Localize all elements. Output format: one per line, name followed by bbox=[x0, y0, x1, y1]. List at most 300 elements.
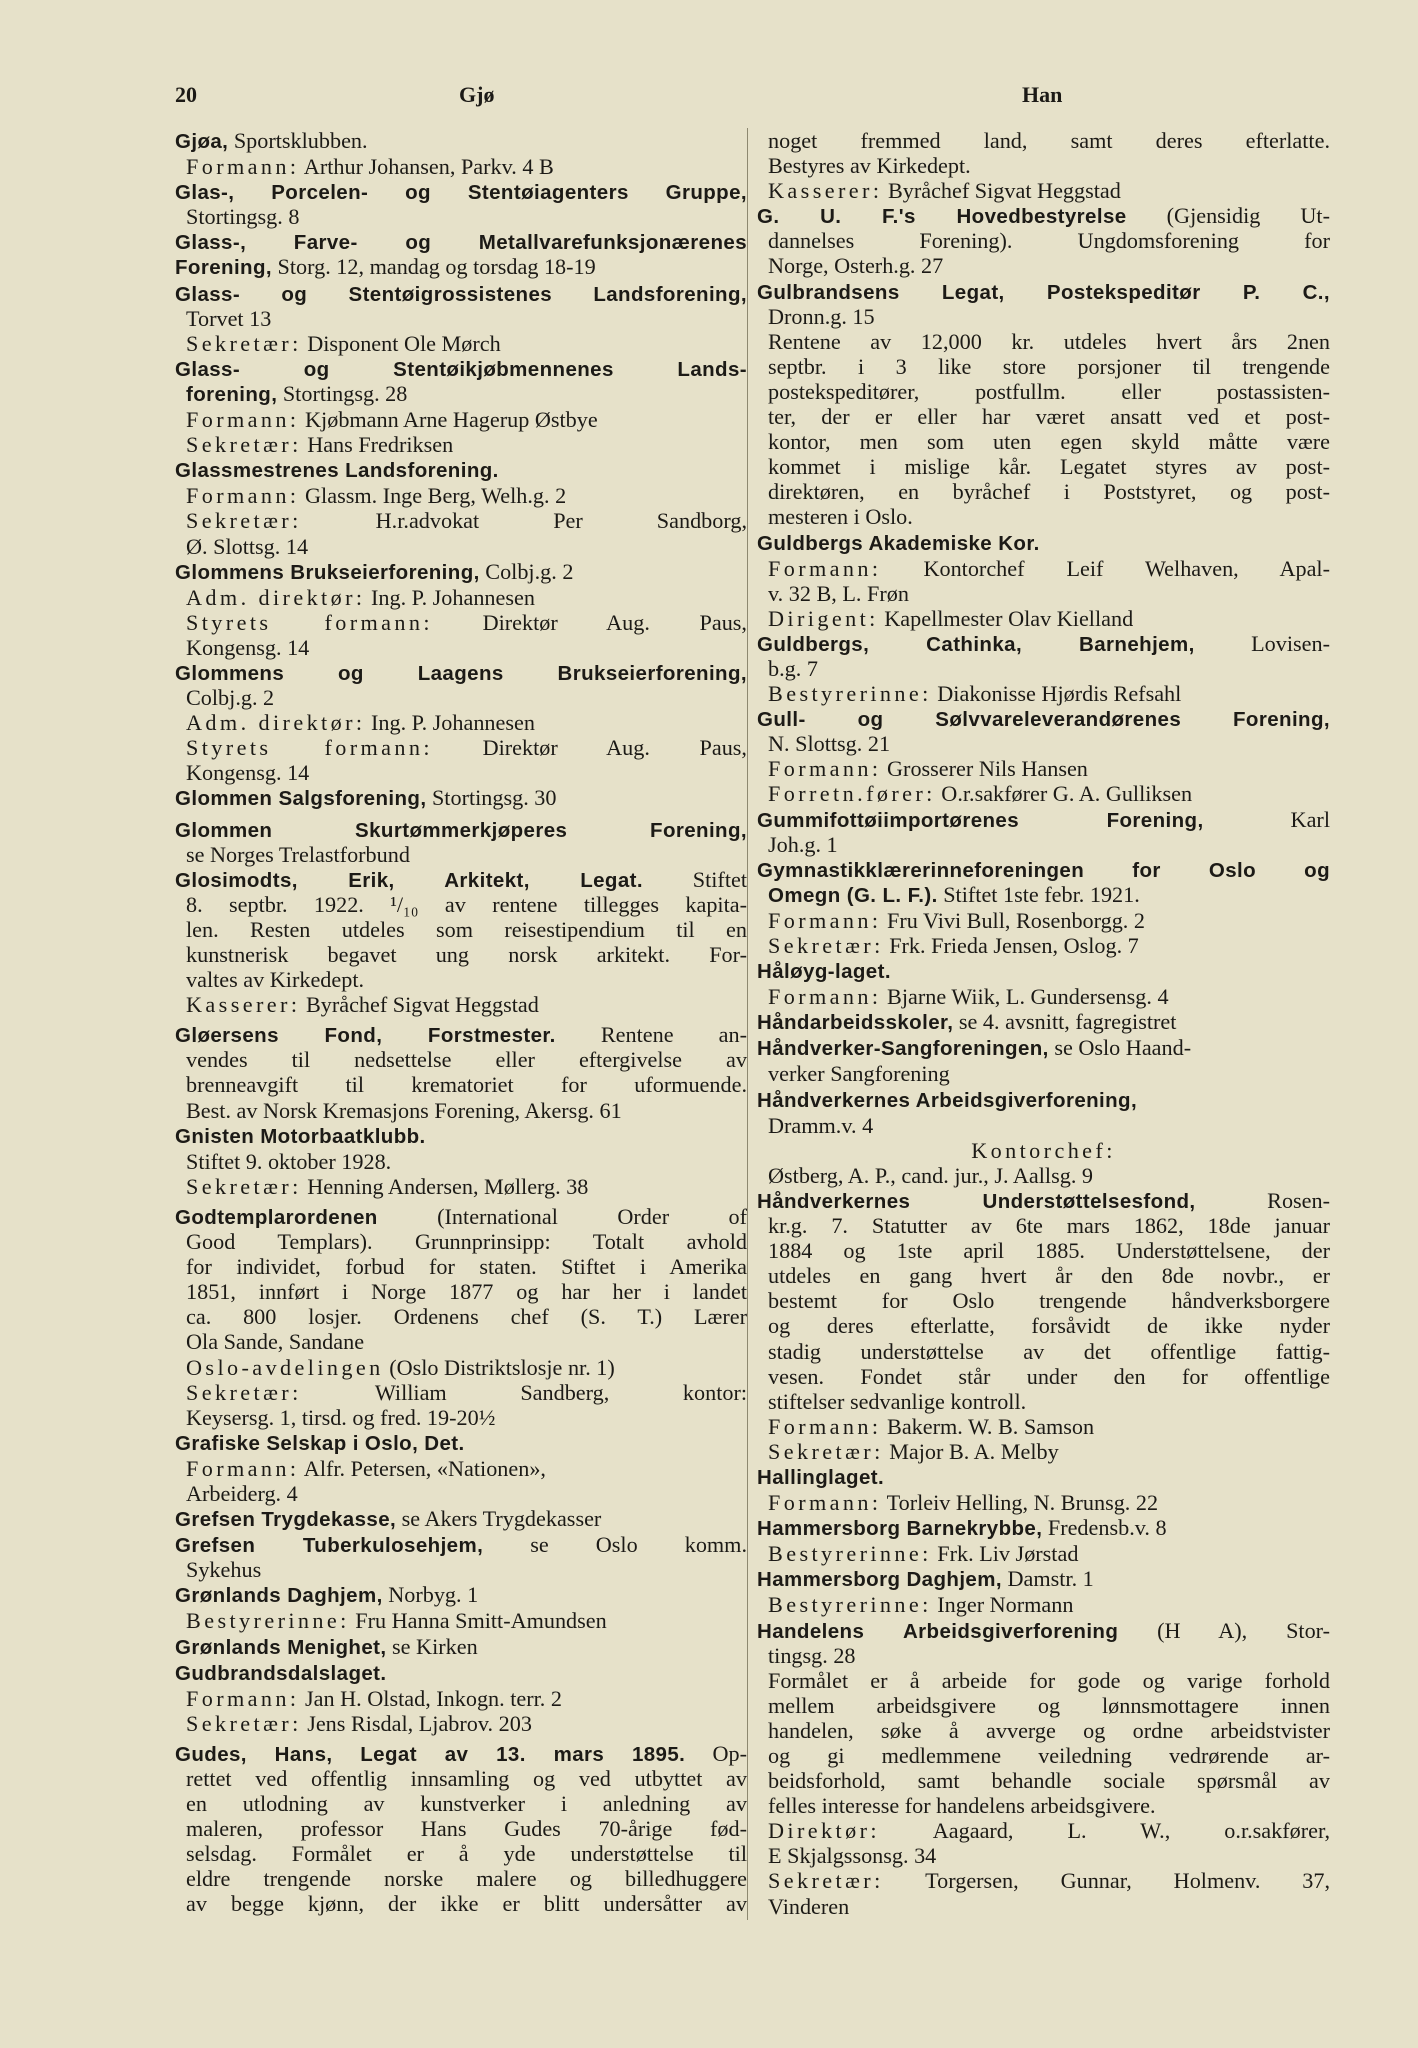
entry-text: Stortingsg. 28 bbox=[277, 380, 408, 406]
entry-text: Glassm. Inge Berg, Welh.g. 2 bbox=[299, 483, 567, 509]
entry-line bbox=[175, 381, 747, 407]
entry-text: Jens Risdal, Ljabrov. 203 bbox=[301, 1710, 532, 1736]
entry-line bbox=[175, 1355, 747, 1380]
entry-text: Formålet er å arbeide for gode og varige forhold bbox=[768, 1667, 1330, 1693]
entry-text: Stortingsg. 8 bbox=[186, 204, 300, 230]
entry-text: verker Sangforening bbox=[768, 1061, 950, 1087]
entry-line bbox=[757, 681, 1330, 706]
entry-line bbox=[175, 1022, 747, 1047]
entry-line bbox=[757, 1163, 1330, 1188]
entry-text: Storg. 12, mandag og torsdag 18-19 bbox=[271, 254, 596, 280]
entry-line bbox=[757, 832, 1330, 857]
entry-text: se 4. avsnitt, fagregistret bbox=[953, 1009, 1177, 1035]
entry-line bbox=[175, 1456, 747, 1481]
directory-entry bbox=[175, 1634, 747, 1660]
entry-text: mellem arbeidsgivere og lønnsmottagere innen bbox=[768, 1692, 1330, 1718]
entry-heading: Grafiske Selskap i Oslo, Det. bbox=[175, 1431, 465, 1455]
role-label: Formann: bbox=[768, 756, 882, 782]
role-label: Formann: bbox=[768, 984, 882, 1010]
entry-text: septbr. i 3 like store porsjoner til trengende bbox=[768, 353, 1330, 379]
entry-line bbox=[757, 1389, 1330, 1414]
directory-entry bbox=[757, 1035, 1330, 1086]
role-label: Oslo-avdelingen bbox=[186, 1354, 384, 1380]
directory-entry bbox=[175, 1022, 747, 1122]
entry-heading: forening, bbox=[186, 382, 278, 406]
entry-line bbox=[175, 1686, 747, 1711]
entry-text: Fru Vivi Bull, Rosenborgg. 2 bbox=[881, 907, 1145, 933]
entry-text: Fru Hanna Smitt-Amundsen bbox=[349, 1608, 607, 1634]
entry-line bbox=[757, 807, 1330, 832]
entry-line bbox=[175, 842, 747, 867]
entry-line bbox=[175, 1741, 747, 1766]
entry-text: Kontorchef Leif Welhaven, Apal- bbox=[881, 555, 1330, 581]
role-label: Formann: bbox=[768, 1490, 882, 1516]
entry-line bbox=[175, 992, 747, 1017]
entry-line bbox=[757, 1668, 1330, 1693]
entry-text: av begge kjønn, der ikke er blitt undersåtter av bbox=[186, 1891, 747, 1917]
entry-line bbox=[757, 1515, 1330, 1541]
entry-line bbox=[757, 1768, 1330, 1793]
entry-heading: Håløyg-laget. bbox=[757, 960, 891, 984]
role-label: Forretn.fører: bbox=[768, 781, 936, 807]
entry-text: Stiftet 1ste febr. 1921. bbox=[937, 881, 1140, 907]
entry-text: Fredensb.v. 8 bbox=[1042, 1515, 1167, 1541]
entry-line bbox=[175, 610, 747, 635]
entry-line bbox=[175, 1866, 747, 1891]
directory-entry bbox=[757, 128, 1330, 203]
entry-line bbox=[757, 1188, 1330, 1213]
entry-heading: Glassmestrenes Landsforening. bbox=[175, 459, 499, 483]
entry-line bbox=[757, 908, 1330, 933]
entry-text: William Sandberg, kontor: bbox=[301, 1379, 747, 1405]
entry-text: Frk. Liv Jørstad bbox=[931, 1541, 1079, 1567]
entry-line bbox=[175, 1430, 747, 1456]
entry-line bbox=[757, 379, 1330, 404]
entry-line bbox=[175, 457, 747, 483]
entry-text: Torgersen, Gunnar, Holmenv. 37, bbox=[883, 1868, 1330, 1894]
entry-text: handelen, søke å avverge og ordne arbeidstvister bbox=[768, 1717, 1330, 1743]
entry-line bbox=[175, 1791, 747, 1816]
entry-line bbox=[757, 1263, 1330, 1288]
entry-line bbox=[175, 585, 747, 610]
entry-line bbox=[175, 154, 747, 179]
entry-text: se Akers Trygdekasser bbox=[396, 1506, 602, 1532]
entry-heading: Grefsen Trygdekasse, bbox=[175, 1508, 397, 1532]
entry-line bbox=[175, 1841, 747, 1866]
entry-line bbox=[175, 508, 747, 533]
entry-heading: Gummifottøiimportørenes Forening, bbox=[757, 808, 1204, 832]
entry-line bbox=[757, 279, 1330, 304]
entry-text: Ola Sande, Sandane bbox=[186, 1329, 365, 1355]
entry-text: Sportsklubben. bbox=[228, 128, 368, 153]
entry-text: direktøren, en byråchef i Poststyret, og post- bbox=[768, 479, 1330, 505]
directory-entry bbox=[175, 1506, 747, 1532]
entry-line bbox=[175, 1329, 747, 1354]
entry-line bbox=[175, 1072, 747, 1097]
entry-heading: Gudes, Hans, Legat av 13. mars 1895. bbox=[175, 1742, 686, 1766]
role-label: Dirigent: bbox=[768, 605, 879, 631]
entry-text: H.r.advokat Per Sandborg, bbox=[301, 508, 747, 534]
entry-heading: Hammersborg Daghjem, bbox=[757, 1568, 1002, 1592]
entry-text: kunstnerisk begavet ung norsk arkitekt. For- bbox=[186, 942, 747, 967]
entry-line bbox=[757, 631, 1330, 656]
role-label: Sekretær: bbox=[186, 1710, 302, 1736]
entry-line bbox=[757, 656, 1330, 681]
entry-text: N. Slottsg. 21 bbox=[768, 731, 891, 757]
directory-entry bbox=[175, 660, 747, 785]
entry-heading: Glass- og Stentøikjøbmennenes Lands- bbox=[175, 357, 747, 381]
entry-line bbox=[757, 429, 1330, 454]
entry-text: Østberg, A. P., cand. jur., J. Aallsg. 9 bbox=[768, 1162, 1094, 1188]
entry-line bbox=[757, 203, 1330, 228]
entry-line bbox=[757, 228, 1330, 253]
entry-line bbox=[175, 1711, 747, 1736]
entry-text: Bjarne Wiik, L. Gundersensg. 4 bbox=[881, 984, 1169, 1010]
entry-line bbox=[175, 1891, 747, 1916]
entry-text: Op- bbox=[685, 1740, 747, 1766]
entry-line bbox=[175, 685, 747, 710]
directory-entry bbox=[757, 1618, 1330, 1919]
directory-entry bbox=[175, 1660, 747, 1736]
entry-heading: Grønlands Menighet, bbox=[175, 1635, 387, 1659]
entry-line bbox=[757, 253, 1330, 278]
entry-line bbox=[175, 1047, 747, 1072]
entry-line bbox=[175, 1532, 747, 1557]
entry-line bbox=[175, 1204, 747, 1229]
entry-text: (Gjensidig Ut- bbox=[1126, 203, 1330, 229]
entry-heading: Håndverker-Sangforeningen, bbox=[757, 1037, 1049, 1061]
directory-entry bbox=[757, 1009, 1330, 1035]
entry-text: v. 32 B, L. Frøn bbox=[768, 580, 909, 606]
entry-line bbox=[757, 1061, 1330, 1086]
entry-line bbox=[757, 1743, 1330, 1768]
entry-line bbox=[175, 229, 747, 254]
entry-heading: Glas-, Porcelen- og Stentøiagenters Gruppe, bbox=[175, 181, 747, 205]
role-label: Formann: bbox=[186, 407, 300, 433]
directory-entry bbox=[757, 1515, 1330, 1566]
entry-line bbox=[757, 504, 1330, 529]
entry-line bbox=[757, 958, 1330, 984]
entry-line bbox=[757, 1238, 1330, 1263]
entry-heading: Grefsen Tuberkulosehjem, bbox=[175, 1534, 484, 1558]
entry-line bbox=[757, 1490, 1330, 1515]
directory-entry bbox=[175, 281, 747, 356]
entry-line bbox=[175, 254, 747, 280]
role-label: Bestyrerinne: bbox=[768, 1592, 932, 1618]
entry-heading: Glommens Brukseierforening, bbox=[175, 560, 480, 584]
entry-line bbox=[175, 1405, 747, 1430]
entry-line bbox=[175, 1506, 747, 1532]
entry-text: (H A), Stor- bbox=[1118, 1617, 1330, 1643]
entry-line bbox=[757, 1818, 1330, 1843]
entry-text: E Skjalgssonsg. 34 bbox=[768, 1843, 937, 1869]
role-label: Formann: bbox=[768, 907, 882, 933]
entry-text: Bakerm. W. B. Samson bbox=[881, 1413, 1095, 1439]
entry-text: kr.g. 7. Statutter av 6te mars 1862, 18de januar bbox=[768, 1213, 1330, 1239]
entry-heading: Hammersborg Barnekrybbe, bbox=[757, 1517, 1043, 1541]
entry-line bbox=[757, 404, 1330, 429]
entry-line bbox=[175, 1174, 747, 1199]
entry-line bbox=[757, 530, 1330, 556]
entry-line bbox=[757, 1113, 1330, 1138]
entry-line bbox=[757, 1693, 1330, 1718]
entry-line bbox=[757, 1793, 1330, 1818]
entry-line bbox=[757, 1618, 1330, 1643]
role-label: Sekretær: bbox=[186, 1379, 302, 1405]
entry-line bbox=[175, 635, 747, 660]
entry-line bbox=[175, 204, 747, 229]
entry-text: Ing. P. Johannesen bbox=[365, 710, 535, 736]
entry-line bbox=[757, 1541, 1330, 1566]
role-label: Sekretær: bbox=[186, 432, 302, 458]
entry-text: Norge, Osterh.g. 27 bbox=[768, 253, 944, 279]
role-label: Sekretær: bbox=[768, 1438, 884, 1464]
entry-heading: Håndverkernes Understøttelsesfond, bbox=[757, 1189, 1196, 1213]
entry-line bbox=[757, 606, 1330, 631]
entry-heading: Handelens Arbeidsgiverforening bbox=[757, 1619, 1119, 1643]
entry-heading: Gull- og Sølvvareleverandørenes Forening, bbox=[757, 708, 1330, 732]
entry-line bbox=[175, 1123, 747, 1149]
entry-text: brenneavgift til krematoriet for uformuende. bbox=[186, 1072, 747, 1098]
entry-text: kommet i mislige kår. Legatet styres av post- bbox=[768, 454, 1330, 480]
entry-line bbox=[757, 882, 1330, 908]
role-label: Bestyrerinne: bbox=[768, 1541, 932, 1567]
entry-text: Dramm.v. 4 bbox=[768, 1112, 874, 1138]
entry-text: Major B. A. Melby bbox=[883, 1438, 1059, 1464]
entry-heading: Godtemplarordenen bbox=[175, 1205, 378, 1229]
entry-text: Ø. Slottsg. 14 bbox=[186, 533, 309, 559]
role-label: Formann: bbox=[186, 154, 300, 180]
entry-text: Stiftet bbox=[642, 866, 747, 892]
entry-text: Arthur Johansen, Parkv. 4 B bbox=[299, 154, 554, 180]
role-label: Kasserer: bbox=[768, 178, 883, 204]
entry-text: Stortingsg. 30 bbox=[426, 785, 557, 811]
entry-text: Damstr. 1 bbox=[1001, 1566, 1094, 1592]
entry-line bbox=[757, 354, 1330, 379]
entry-text: Grosserer Nils Hansen bbox=[881, 756, 1088, 782]
entry-line bbox=[757, 1464, 1330, 1490]
entry-heading: Gløersens Fond, Forstmester. bbox=[175, 1024, 556, 1048]
entry-text: Henning Andersen, Møllerg. 38 bbox=[301, 1173, 589, 1199]
entry-heading: Grønlands Daghjem, bbox=[175, 1584, 383, 1608]
directory-entry bbox=[175, 1204, 747, 1430]
entry-heading: Glass-, Farve- og Metallvarefunksjonærenes bbox=[175, 231, 747, 255]
entry-line bbox=[757, 581, 1330, 606]
entry-line bbox=[175, 1816, 747, 1841]
entry-line bbox=[175, 1634, 747, 1660]
entry-text: Kongensg. 14 bbox=[186, 760, 310, 786]
entry-text: Lovisen- bbox=[1194, 630, 1330, 656]
entry-text: 8. septbr. 1922. ¹/₁₀ av rentene tillegges kapita- bbox=[186, 891, 747, 917]
entry-line bbox=[175, 1229, 747, 1254]
entry-line bbox=[175, 867, 747, 892]
directory-entry bbox=[757, 706, 1330, 806]
entry-line bbox=[175, 1608, 747, 1633]
entry-line bbox=[757, 128, 1330, 153]
entry-text: rettet ved offentlig innsamling og ved utbyttet av bbox=[186, 1766, 747, 1791]
entry-text: Dronn.g. 15 bbox=[768, 303, 875, 329]
entry-line bbox=[175, 1481, 747, 1506]
entry-line bbox=[175, 1557, 747, 1582]
directory-entry bbox=[175, 128, 747, 179]
entry-text: Frk. Frieda Jensen, Oslog. 7 bbox=[883, 933, 1139, 958]
entry-line bbox=[175, 1582, 747, 1608]
entry-text: Byråchef Sigvat Heggstad bbox=[882, 178, 1121, 204]
entry-line bbox=[757, 1035, 1330, 1061]
entry-text: b.g. 7 bbox=[768, 655, 818, 681]
entry-heading: G. U. F.'s Hovedbestyrelse bbox=[757, 205, 1127, 229]
entry-line bbox=[757, 1868, 1330, 1893]
entry-heading: Glommen Skurtømmerkjøperes Forening, bbox=[175, 818, 747, 842]
entry-text: Disponent Ole Mørch bbox=[301, 330, 501, 356]
entry-text: Byråchef Sigvat Heggstad bbox=[300, 992, 539, 1018]
directory-entry bbox=[175, 1123, 747, 1199]
entry-line bbox=[175, 483, 747, 508]
entry-line bbox=[175, 407, 747, 432]
entry-line bbox=[757, 756, 1330, 781]
entry-text: se Norges Trelastforbund bbox=[186, 841, 410, 867]
entry-line bbox=[175, 1766, 747, 1791]
entry-text: Rentene an- bbox=[555, 1022, 747, 1048]
entry-text: Alfr. Petersen, «Nationen», bbox=[299, 1455, 546, 1481]
entry-line bbox=[757, 556, 1330, 581]
entry-text: se Oslo Haand- bbox=[1048, 1035, 1192, 1061]
entry-text: Keysersg. 1, tirsd. og fred. 19-20½ bbox=[186, 1404, 496, 1430]
role-label: Sekretær: bbox=[768, 933, 884, 958]
entry-line bbox=[757, 1288, 1330, 1313]
entry-line bbox=[757, 933, 1330, 958]
entry-text: Sykehus bbox=[186, 1557, 262, 1583]
entry-heading: Glommens og Laagens Brukseierforening, bbox=[175, 661, 747, 685]
entry-line bbox=[757, 1592, 1330, 1617]
entry-line bbox=[175, 432, 747, 457]
entry-text: se Kirken bbox=[386, 1633, 478, 1659]
entry-heading: Gudbrandsdalslaget. bbox=[175, 1661, 387, 1685]
directory-entry bbox=[757, 1464, 1330, 1515]
entry-text: Aagaard, L. W., o.r.sakfører, bbox=[879, 1818, 1330, 1844]
role-label: Sekretær: bbox=[768, 1868, 884, 1894]
role-label: Formann: bbox=[186, 483, 300, 509]
entry-text: vesen. Fondet står under den for offentlige bbox=[768, 1363, 1330, 1389]
entry-text: bestemt for Oslo trengende håndverksborgere bbox=[768, 1288, 1330, 1314]
directory-entry bbox=[757, 279, 1330, 530]
role-label: Bestyrerinne: bbox=[186, 1608, 350, 1634]
entry-text: Karl bbox=[1203, 806, 1330, 832]
entry-line bbox=[175, 817, 747, 842]
entry-line bbox=[757, 857, 1330, 882]
entry-text: Stiftet 9. oktober 1928. bbox=[186, 1148, 392, 1174]
role-label: Sekretær: bbox=[186, 508, 302, 534]
entry-heading: Gjøa, bbox=[175, 130, 229, 153]
entry-text: len. Resten utdeles som reisestipendium til en bbox=[186, 916, 747, 942]
entry-text: Norbyg. 1 bbox=[382, 1582, 479, 1608]
role-label: Adm. direktør: bbox=[186, 584, 366, 610]
role-label: Formann: bbox=[186, 1685, 300, 1711]
entry-text: for individet, forbud for staten. Stiftet i Amerika bbox=[186, 1254, 747, 1280]
entry-heading: Glosimodts, Erik, Arkitekt, Legat. bbox=[175, 868, 643, 892]
directory-entry bbox=[757, 1087, 1330, 1188]
entry-line bbox=[175, 281, 747, 306]
role-label: Formann: bbox=[186, 1455, 300, 1481]
left-column bbox=[175, 128, 747, 1917]
entry-line bbox=[757, 1843, 1330, 1868]
entry-text: Direktør Aug. Paus, bbox=[432, 609, 747, 635]
entry-heading: Guldbergs, Cathinka, Barnehjem, bbox=[757, 632, 1195, 656]
entry-text: og deres efterlatte, forsåvidt de ikke nyder bbox=[768, 1313, 1330, 1339]
entry-text: Best. av Norsk Kremasjons Forening, Akersg. 61 bbox=[186, 1097, 622, 1123]
directory-entry bbox=[175, 457, 747, 558]
entry-text: Direktør Aug. Paus, bbox=[432, 735, 747, 761]
role-label: Styrets formann: bbox=[186, 735, 433, 761]
entry-line bbox=[175, 356, 747, 381]
entry-line bbox=[175, 179, 747, 204]
entry-heading: Glass- og Stentøigrossistenes Landsforening, bbox=[175, 282, 747, 306]
entry-text: Colbj.g. 2 bbox=[479, 558, 574, 584]
entry-text: Jan H. Olstad, Inkogn. terr. 2 bbox=[299, 1685, 562, 1711]
role-label: Adm. direktør: bbox=[186, 710, 366, 736]
entry-text: tingsg. 28 bbox=[768, 1642, 856, 1668]
entry-heading: Guldbergs Akademiske Kor. bbox=[757, 531, 1040, 555]
entry-line bbox=[757, 1439, 1330, 1464]
directory-entry bbox=[175, 1582, 747, 1633]
directory-entry bbox=[757, 1188, 1330, 1464]
entry-text: eldre trengende norske malere og billedhuggere bbox=[186, 1866, 747, 1892]
entry-text: 1884 og 1ste april 1885. Understøttelsene, der bbox=[768, 1238, 1330, 1264]
role-label: Sekretær: bbox=[186, 330, 302, 356]
entry-line bbox=[757, 153, 1330, 178]
entry-text: noget fremmed land, samt deres efterlatte. bbox=[768, 128, 1330, 153]
entry-text: Kongensg. 14 bbox=[186, 634, 310, 660]
entry-line bbox=[757, 1364, 1330, 1389]
entry-text: Torleiv Helling, N. Brunsg. 22 bbox=[881, 1490, 1159, 1516]
entry-text: ter, der er eller har været ansatt ved et post- bbox=[768, 404, 1330, 430]
entry-line bbox=[757, 1138, 1330, 1163]
directory-entry bbox=[757, 857, 1330, 958]
entry-line bbox=[757, 781, 1330, 806]
entry-text: Kapellmester Olav Kielland bbox=[878, 605, 1134, 631]
entry-line bbox=[757, 304, 1330, 329]
entry-text: og gi medlemmene veiledning vedrørende ar- bbox=[768, 1743, 1330, 1768]
entry-text: stiftelser sedvanlige kontroll. bbox=[768, 1388, 1027, 1414]
directory-entry bbox=[175, 559, 747, 660]
entry-heading: Omegn (G. L. F.). bbox=[768, 883, 938, 907]
entry-line bbox=[757, 1718, 1330, 1743]
entry-line bbox=[175, 1660, 747, 1686]
entry-line bbox=[757, 1566, 1330, 1592]
entry-line bbox=[757, 1643, 1330, 1668]
directory-entry bbox=[175, 867, 747, 1018]
entry-line bbox=[175, 1279, 747, 1304]
entry-heading: Gnisten Motorbaatklubb. bbox=[175, 1124, 426, 1148]
entry-text: Vinderen bbox=[768, 1893, 850, 1919]
entry-line bbox=[757, 454, 1330, 479]
directory-entry bbox=[175, 1430, 747, 1506]
entry-text: selsdag. Formålet er å yde understøttelse til bbox=[186, 1841, 747, 1867]
entry-line bbox=[757, 1087, 1330, 1113]
directory-entry bbox=[175, 817, 747, 867]
role-label: Sekretær: bbox=[186, 1173, 302, 1199]
left-guide-word: Gjø bbox=[459, 82, 495, 107]
entry-text: (Oslo Distriktslosje nr. 1) bbox=[383, 1354, 615, 1380]
entry-text: (International Order of bbox=[377, 1203, 747, 1229]
entry-line bbox=[175, 917, 747, 942]
entry-text: Hans Fredriksen bbox=[301, 432, 454, 458]
role-label: Direktør: bbox=[768, 1818, 880, 1844]
entry-text: Diakonisse Hjørdis Refsahl bbox=[931, 681, 1182, 707]
role-label: Styrets formann: bbox=[186, 609, 433, 635]
entry-text: stadig understøttelse av det offentlige fattig- bbox=[768, 1338, 1330, 1364]
entry-line bbox=[175, 735, 747, 760]
